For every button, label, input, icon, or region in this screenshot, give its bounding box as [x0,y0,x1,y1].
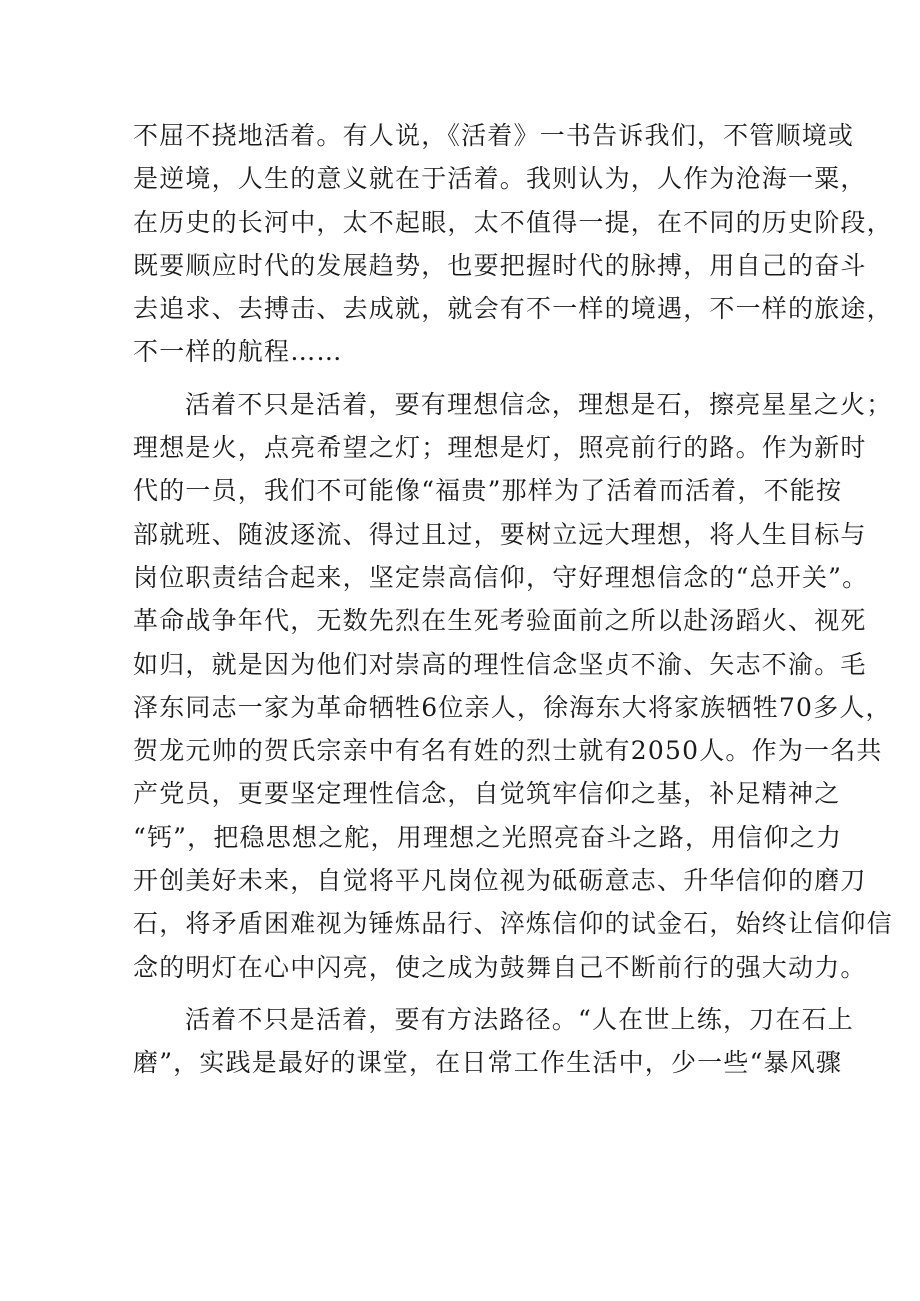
text-line: 泽东同志一家为革命牺牲6位亲人，徐海东大将家族牺牲70多人， [133,692,892,722]
text-line: 既要顺应时代的发展趋势，也要把握时代的脉搏，用自己的奋斗 [133,250,867,280]
text-line: 理想是火，点亮希望之灯；理想是灯，照亮前行的路。作为新时 [133,433,867,463]
text-line: 贺龙元帅的贺氏宗亲中有名有姓的烈士就有2050人。作为一名共 [133,736,883,766]
paragraph-1 [133,114,893,374]
paragraph-3 [133,998,854,1085]
text-line: “钙”，把稳思想之舵，用理想之光照亮奋斗之路，用信仰之力 [133,822,843,852]
text-line: 不屈不挠地活着。有人说，《活着》一书告诉我们，不管顺境或 [133,121,855,150]
text-line: 活着不只是活着，要有方法路径。“人在世上练，刀在石上 [185,1004,854,1034]
text-line: 活着不只是活着，要有理想信念，理想是石，擦亮星星之火； [185,389,893,419]
text-line: 岗位职责结合起来，坚定崇高信仰，守好理想信念的“总开关”。 [133,562,869,592]
document-body [133,114,893,1085]
text-line: 石，将矛盾困难视为锤炼品行、淬炼信仰的试金石，始终让信仰信 [133,909,893,939]
text-line: 去追求、去搏击、去成就，就会有不一样的境遇，不一样的旅途， [133,294,893,324]
text-line: 部就班、随波逐流、得过且过，要树立远大理想，将人生目标与 [133,519,867,549]
text-line: 磨”，实践是最好的课堂，在日常工作生活中，少一些“暴风骤 [133,1048,843,1078]
text-line: 代的一员，我们不可能像“福贵”那样为了活着而活着，不能按 [133,476,843,506]
paragraph-2 [133,383,893,989]
text-line: 不一样的航程…… [133,337,343,367]
text-line: 是逆境，人生的意义就在于活着。我则认为，人作为沧海一粟， [133,164,867,194]
text-line: 革命战争年代，无数先烈在生死考验面前之所以赴汤蹈火、视死 [133,606,867,636]
text-line: 在历史的长河中，太不起眼，太不值得一提，在不同的历史阶段， [133,207,893,237]
text-line: 念的明灯在心中闪亮，使之成为鼓舞自己不断前行的强大动力。 [133,952,867,982]
paragraph-gap [133,989,803,998]
text-line: 产党员，更要坚定理性信念，自觉筑牢信仰之基，补足精神之 [133,779,841,809]
text-line: 开创美好未来，自觉将平凡岗位视为砥砺意志、升华信仰的磨刀 [133,866,867,896]
paragraph-gap [133,374,803,383]
text-line: 如归，就是因为他们对崇高的理性信念坚贞不渝、矢志不渝。毛 [133,649,867,679]
